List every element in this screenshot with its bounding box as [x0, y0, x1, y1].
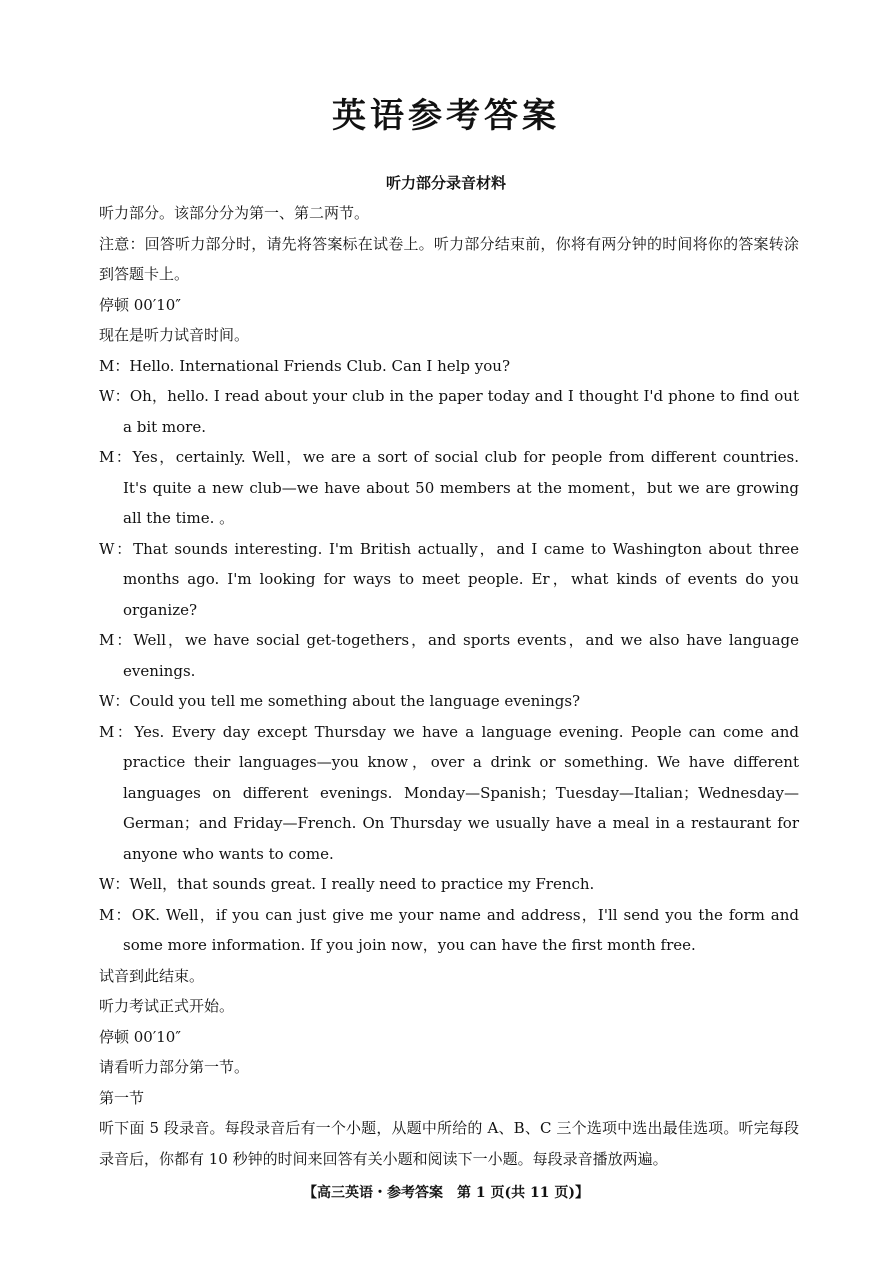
page-footer: 【高三英语・参考答案 第 1 页(共 11 页)】 [303, 1185, 589, 1201]
dialogue-line: W：Oh，hello. I read about your club in the paper today and I thought I'd phone to find out a bit more. [99, 387, 799, 436]
dialogue-line: M：Yes. Every day except Thursday we have a language evening. People can come and practice their languages—you know，over a drink or something. We have different languages on different evenings. Monday—Spanish；Tuesday—Italian；Wednesday—German；and Friday—French. On Thursday we usually have a meal in a restaurant for anyone who wants to come. [99, 722, 799, 863]
pause-marker: 停顿 00′10″ [99, 295, 181, 314]
notice-paragraph: 注意：回答听力部分时，请先将答案标在试卷上。听力部分结束前，你将有两分钟的时间将你的答案转涂到答题卡上。 [99, 234, 799, 283]
exam-start-line: 听力考试正式开始。 [99, 997, 235, 1015]
dialogue-line: M：Yes，certainly. Well，we are a sort of social club for people from different countries. It's quite a new club—we have about 50 members at the moment，but we are growing all the time. 。 [99, 448, 799, 527]
dialogue-line: W：Could you tell me something about the language evenings? [99, 692, 581, 710]
page-title: 英语参考答案 [332, 96, 560, 136]
dialogue-line: W：Well，that sounds great. I really need to practice my French. [99, 875, 595, 893]
dialogue-line: W：That sounds interesting. I'm British actually，and I came to Washington about three months ago. I'm looking for ways to meet people. Er，what kinds of events do you organize? [99, 539, 799, 619]
pause-marker: 停顿 00′10″ [99, 1027, 181, 1046]
dialogue-line: M：Well，we have social get-togethers，and sports events，and we also have language evenings. [99, 631, 799, 680]
trial-end-line: 试音到此结束。 [99, 966, 205, 985]
intro-paragraph: 听力部分。该部分分为第一、第二两节。 [99, 204, 370, 222]
dialogue-line: M：Hello. International Friends Club. Can I help you? [99, 356, 511, 375]
section-instruction: 请看听力部分第一节。 [99, 1058, 250, 1076]
section-subtitle: 听力部分录音材料 [385, 174, 506, 192]
transcript-body [99, 198, 799, 1174]
dialogue-line: M：OK. Well，if you can just give me your name and address，I'll send you the form and some more information. If you join now，you can have the first month free. [99, 905, 799, 954]
section-directions: 听下面 5 段录音。每段录音后有一个小题，从题中所给的 A、B、C 三个选项中选出最佳选项。听完每段录音后，你都有 10 秒钟的时间来回答有关小题和阅读下一小题。每段录音播放两遍。 [99, 1119, 799, 1168]
trial-start-line: 现在是听力试音时间。 [99, 326, 250, 344]
section-heading: 第一节 [99, 1088, 145, 1107]
